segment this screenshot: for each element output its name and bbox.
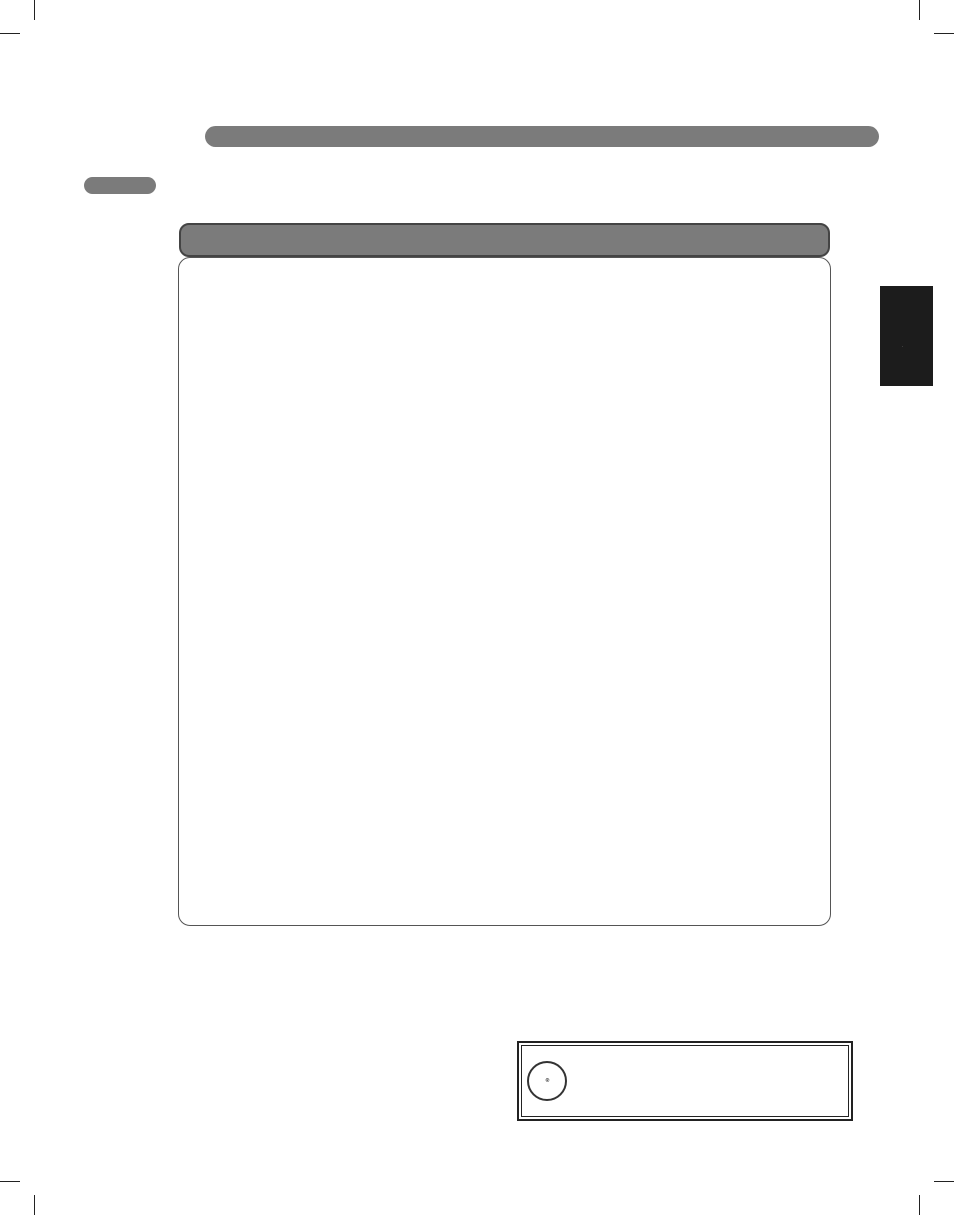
side-tab-mark: · (900, 345, 906, 348)
nsf-logo: ® (527, 1061, 567, 1101)
nsf-certification-box (517, 1041, 853, 1121)
